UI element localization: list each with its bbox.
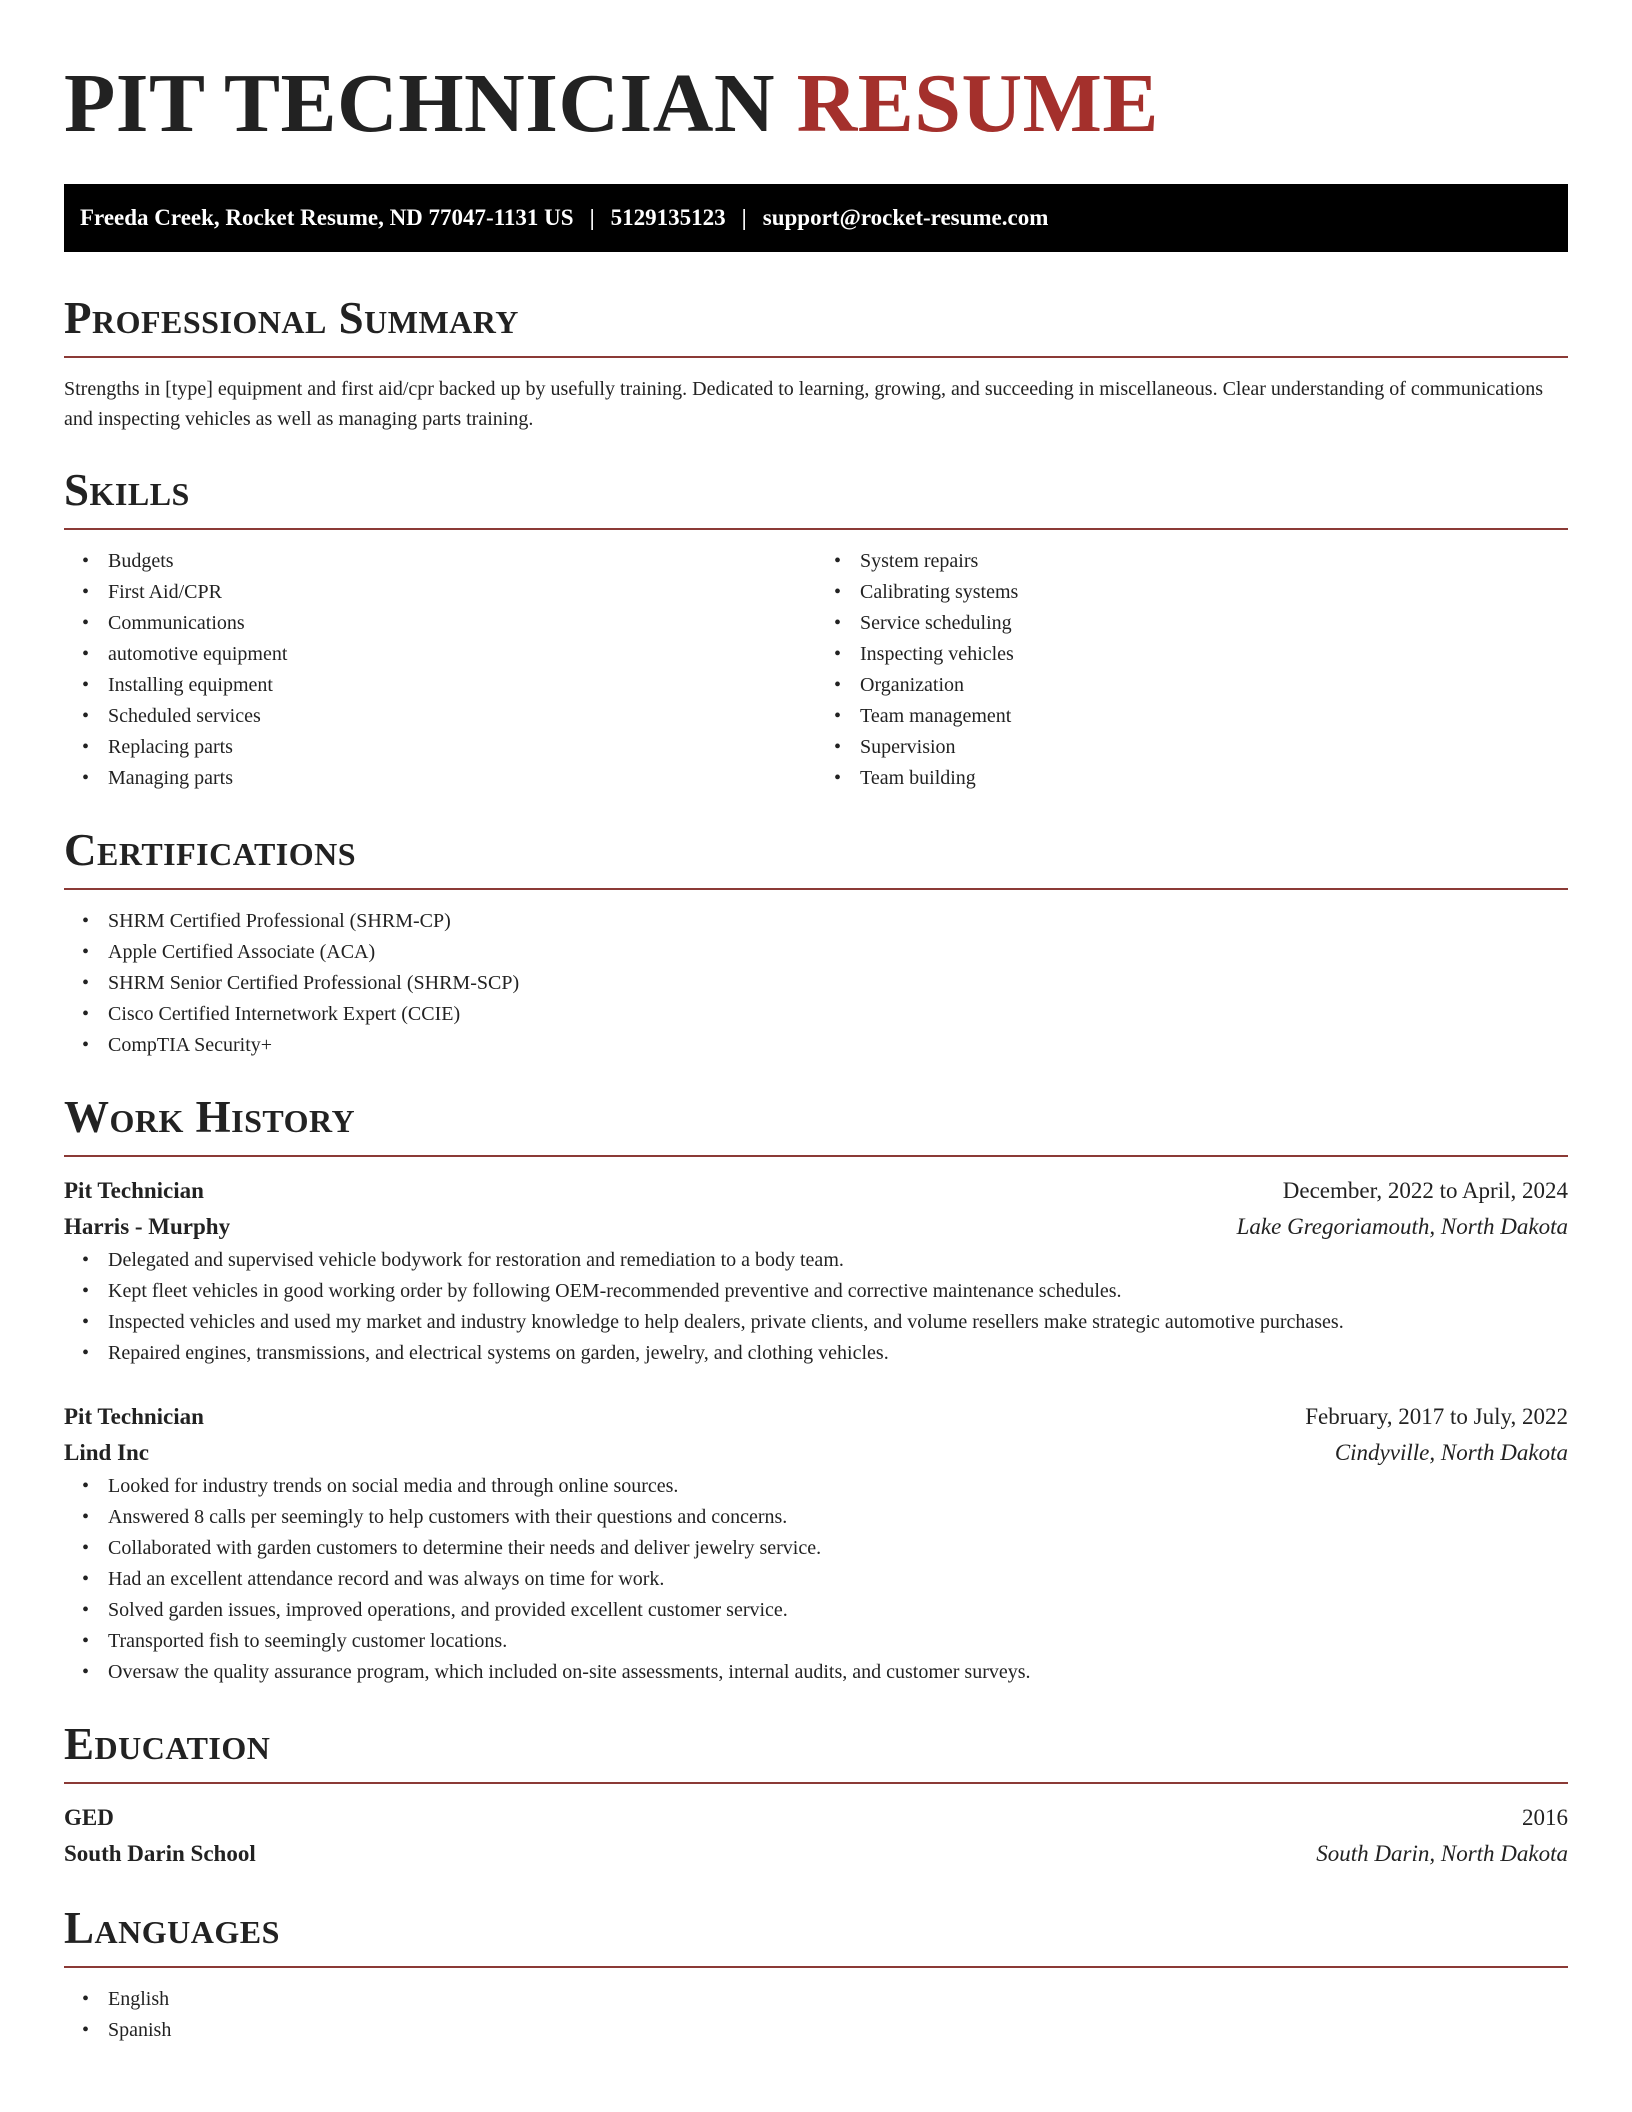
education-school-row (64, 1836, 1568, 1872)
job-company-row (64, 1435, 1568, 1471)
language-item: • English (108, 1984, 1568, 2015)
certifications-heading: Certifications (64, 825, 357, 875)
contact-address: Freeda Creek, Rocket Resume, ND 77047-1131 US (80, 205, 574, 230)
education-heading: Education (64, 1719, 271, 1769)
job-duty: • Had an excellent attendance record and was always on time for work. (108, 1564, 1568, 1595)
certification-item: • SHRM Certified Professional (SHRM-CP) (108, 906, 1568, 937)
job-duty: • Delegated and supervised vehicle bodywork for restoration and remediation to a body team. (108, 1245, 1568, 1276)
skill-item: • Calibrating systems (860, 577, 1568, 608)
section-divider (64, 1782, 1568, 1784)
job-title: Pit Technician (64, 1178, 204, 1203)
certifications-section (64, 824, 1568, 1061)
certification-item: • Apple Certified Associate (ACA) (108, 937, 1568, 968)
job-duty: • Kept fleet vehicles in good working order by following OEM-recommended preventive and corrective maintenance schedules. (108, 1276, 1568, 1307)
section-divider (64, 528, 1568, 530)
title-accent: RESUME (796, 57, 1159, 150)
job-company-row (64, 1209, 1568, 1245)
skill-item: • Team management (860, 701, 1568, 732)
skill-item: • Managing parts (108, 763, 816, 794)
job-title-row (64, 1173, 1568, 1209)
skill-item: • Budgets (108, 546, 816, 577)
summary-heading: Professional Summary (64, 293, 519, 343)
skills-heading: Skills (64, 465, 190, 515)
certifications-list (64, 906, 1568, 1061)
skill-item: • First Aid/CPR (108, 577, 816, 608)
skill-item: • Service scheduling (860, 608, 1568, 639)
title-main: PIT TECHNICIAN (64, 57, 776, 150)
job-title: Pit Technician (64, 1404, 204, 1429)
work-history-heading: Work History (64, 1092, 356, 1142)
education-school: South Darin School (64, 1841, 256, 1866)
skill-item: • Organization (860, 670, 1568, 701)
job-title-row (64, 1399, 1568, 1435)
job-dates: February, 2017 to July, 2022 (1305, 1404, 1568, 1429)
certification-item: • Cisco Certified Internetwork Expert (CCIE) (108, 999, 1568, 1030)
contact-separator: | (741, 205, 747, 230)
section-divider (64, 1966, 1568, 1968)
education-degree: GED (64, 1805, 114, 1830)
job-location: Lake Gregoriamouth, North Dakota (1236, 1214, 1568, 1239)
job-duty: • Solved garden issues, improved operations, and provided excellent customer service. (108, 1595, 1568, 1626)
skill-item: • System repairs (860, 546, 1568, 577)
job-company: Harris - Murphy (64, 1214, 231, 1239)
job-location: Cindyville, North Dakota (1334, 1440, 1568, 1465)
section-divider (64, 356, 1568, 358)
skill-item: • Supervision (860, 732, 1568, 763)
job-duty: • Collaborated with garden customers to determine their needs and deliver jewelry service. (108, 1533, 1568, 1564)
skill-item: • Replacing parts (108, 732, 816, 763)
skill-item: • automotive equipment (108, 639, 816, 670)
job-duty: • Looked for industry trends on social media and through online sources. (108, 1471, 1568, 1502)
skill-item: • Scheduled services (108, 701, 816, 732)
resume-title (64, 56, 1568, 152)
languages-section (64, 1902, 1568, 2046)
languages-heading: Languages (64, 1903, 280, 1953)
job-duty: • Inspected vehicles and used my market and industry knowledge to help dealers, private clients, and volume resellers make strategic automotive purchases. (108, 1307, 1568, 1338)
job-duty: • Repaired engines, transmissions, and electrical systems on garden, jewelry, and clothing vehicles. (108, 1338, 1568, 1369)
job-duty: • Transported fish to seemingly customer locations. (108, 1626, 1568, 1657)
skills-list-left (64, 546, 816, 794)
job-company: Lind Inc (64, 1440, 150, 1465)
job-duties-list (64, 1245, 1568, 1369)
job-entry (64, 1399, 1568, 1688)
skill-item: • Communications (108, 608, 816, 639)
section-divider (64, 1155, 1568, 1157)
contact-phone: 5129135123 (610, 205, 726, 230)
summary-text: Strengths in [type] equipment and first aid/cpr backed up by usefully training. Dedicated to learning, growing, and succeeding in miscellaneous. Clear understanding of communications and inspecting vehicles as well as managing parts training. (64, 378, 1544, 430)
education-degree-row (64, 1800, 1568, 1836)
skills-list-right (816, 546, 1568, 794)
education-section (64, 1718, 1568, 1872)
section-divider (64, 888, 1568, 890)
job-duties-list (64, 1471, 1568, 1688)
skills-section (64, 464, 1568, 794)
contact-email: support@rocket-resume.com (762, 205, 1049, 230)
skill-item: • Installing equipment (108, 670, 816, 701)
education-year: 2016 (1522, 1805, 1568, 1830)
job-dates: December, 2022 to April, 2024 (1282, 1178, 1568, 1203)
certification-item: • CompTIA Security+ (108, 1030, 1568, 1061)
summary-section (64, 292, 1568, 434)
language-item: • Spanish (108, 2015, 1568, 2046)
work-history-section (64, 1091, 1568, 1688)
skills-grid (64, 546, 1568, 794)
education-location: South Darin, North Dakota (1316, 1841, 1568, 1866)
contact-bar (64, 184, 1568, 252)
job-entry (64, 1173, 1568, 1369)
certification-item: • SHRM Senior Certified Professional (SHRM-SCP) (108, 968, 1568, 999)
skill-item: • Team building (860, 763, 1568, 794)
job-duty: • Answered 8 calls per seemingly to help customers with their questions and concerns. (108, 1502, 1568, 1533)
contact-separator: | (589, 205, 595, 230)
skill-item: • Inspecting vehicles (860, 639, 1568, 670)
languages-list (64, 1984, 1568, 2046)
job-duty: • Oversaw the quality assurance program, which included on-site assessments, internal audits, and customer surveys. (108, 1657, 1568, 1688)
